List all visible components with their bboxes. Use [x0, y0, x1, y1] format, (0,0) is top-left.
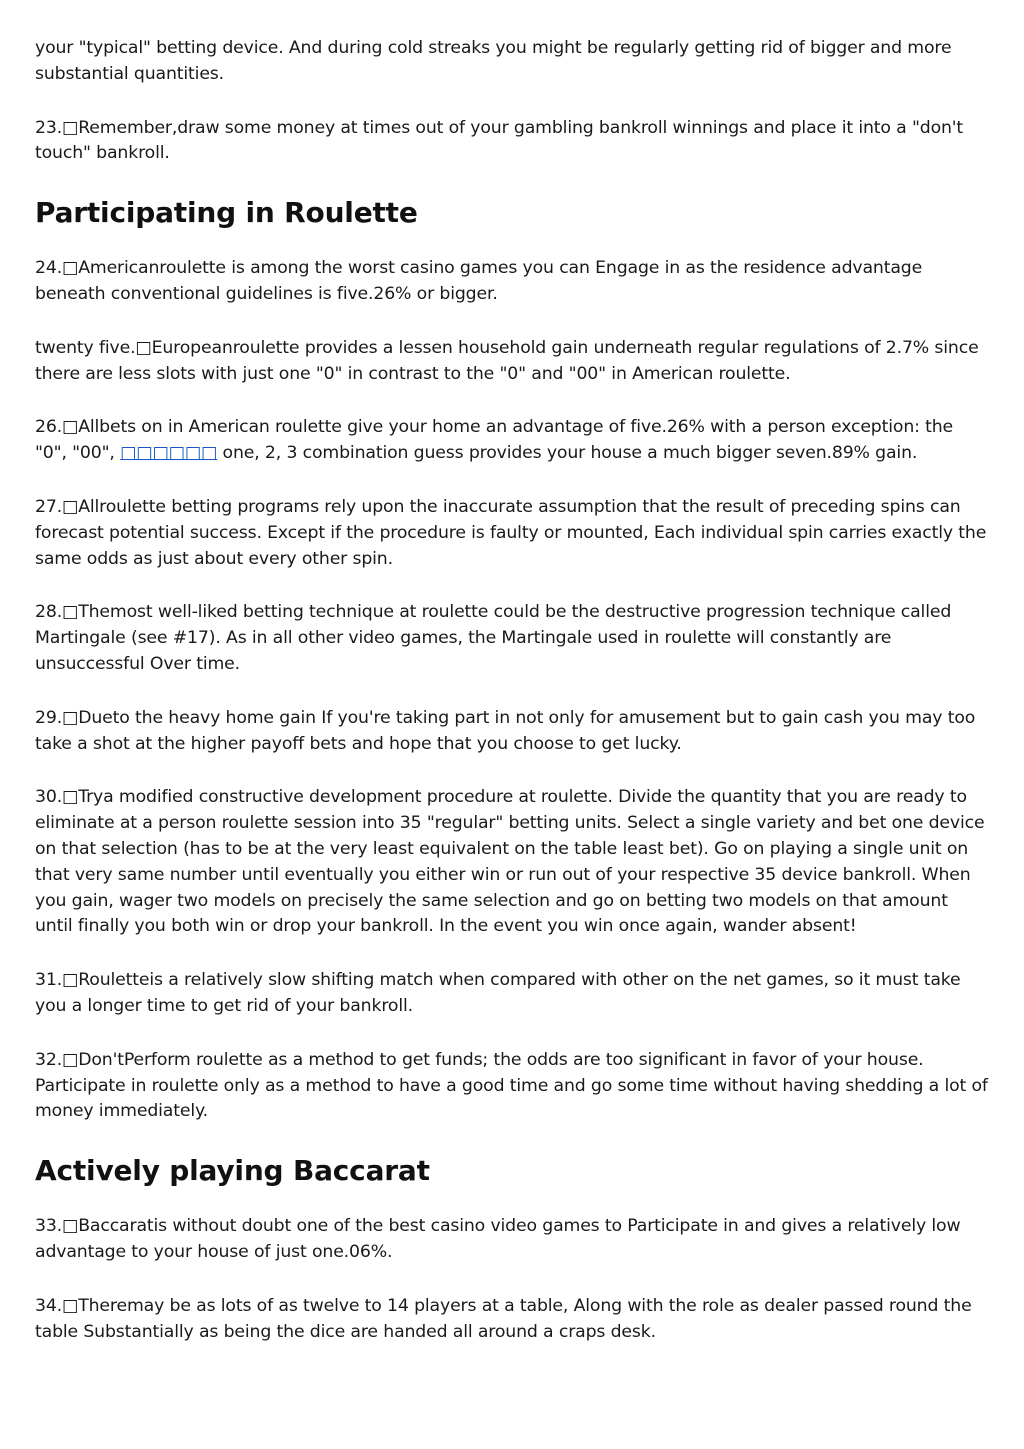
inline-link[interactable]: □□□□□□ [120, 443, 218, 464]
paragraph-tip-34: 34.□Theremay be as lots of as twelve to 14 players at a table, Along with the role as dealer passed round the table Substantially as being the dice are handed all around a craps desk. [35, 1295, 972, 1342]
paragraph-tip-24: 24.□Americanroulette is among the worst casino games you can Engage in as the residence advantage beneath conventional guidelines is five.26% or bigger. [35, 258, 923, 304]
paragraph-tip-30: 30.□Trya modified constructive development procedure at roulette. Divide the quantity that you are ready to eliminate at a person roulette session into 35 "regular" betting units. Select a single variety and bet one device on that selection (has to be at the very least equivalent on the table least bet). Go on playing a single unit on that very same number until eventually you either win or run out of your respective 35 device bankroll. When you gain, wager two models on precisely the same selection and go on betting two models on that amount until finally you both win or drop your bankroll. In the event you win once again, wander absent! [35, 787, 985, 937]
paragraph-tip-29: 29.□Dueto the heavy home gain If you're taking part in not only for amusement but to gain cash you may too take a shot at the higher payoff bets and hope that you choose to get lucky. [35, 707, 976, 754]
paragraph-tip-28: 28.□Themost well-liked betting technique at roulette could be the destructive progression technique called Martingale (see #17). As in all other video games, the Martingale used in roulette will constantly are unsuccessful Over time. [35, 602, 952, 674]
section-heading-baccarat: Actively playing Baccarat [35, 1154, 430, 1188]
paragraph-tip-27: 27.□Allroulette betting programs rely upon the inaccurate assumption that the result of preceding spins can forecast potential success. Except if the procedure is faulty or mounted, Each individual spin carries exactly the same odds as just about every other spin. [35, 496, 987, 569]
paragraph-tip-23: 23.□Remember,draw some money at times out of your gambling bankroll winnings and place it into a "don't touch" bankroll. [35, 117, 964, 164]
paragraph-continuation: your "typical" betting device. And during cold streaks you might be regularly getting rid of bigger and more substantial quantities. [35, 38, 952, 84]
paragraph-tip-26 [35, 415, 990, 467]
paragraph-tip-31: 31.□Rouletteis a relatively slow shifting match when compared with other on the net games, so it must take you a longer time to get rid of your bankroll. [35, 970, 961, 1016]
section-heading-roulette: Participating in Roulette [35, 196, 418, 230]
paragraph-tip-25: twenty five.□Europeanroulette provides a lessen household gain underneath regular regulations of 2.7% since there are less slots with just one "0" in contrast to the "0" and "00" in American roulette. [35, 337, 979, 384]
article-body [35, 36, 990, 1373]
tip-26-text-before: 26.□Allbets on in American roulette give your home an advantage of five.26% with a person exception: the "0", "00", [35, 417, 954, 464]
tip-26-text-after: one, 2, 3 combination guess provides your house a much bigger seven.89% gain. [217, 443, 918, 464]
paragraph-tip-32: 32.□Don'tPerform roulette as a method to get funds; the odds are too significant in favor of your house. Participate in roulette only as a method to have a good time and go some time without having shedding a lot of money immediately. [35, 1049, 988, 1122]
paragraph-tip-33: 33.□Baccaratis without doubt one of the best casino video games to Participate in and gives a relatively low advantage to your house of just one.06%. [35, 1216, 961, 1262]
